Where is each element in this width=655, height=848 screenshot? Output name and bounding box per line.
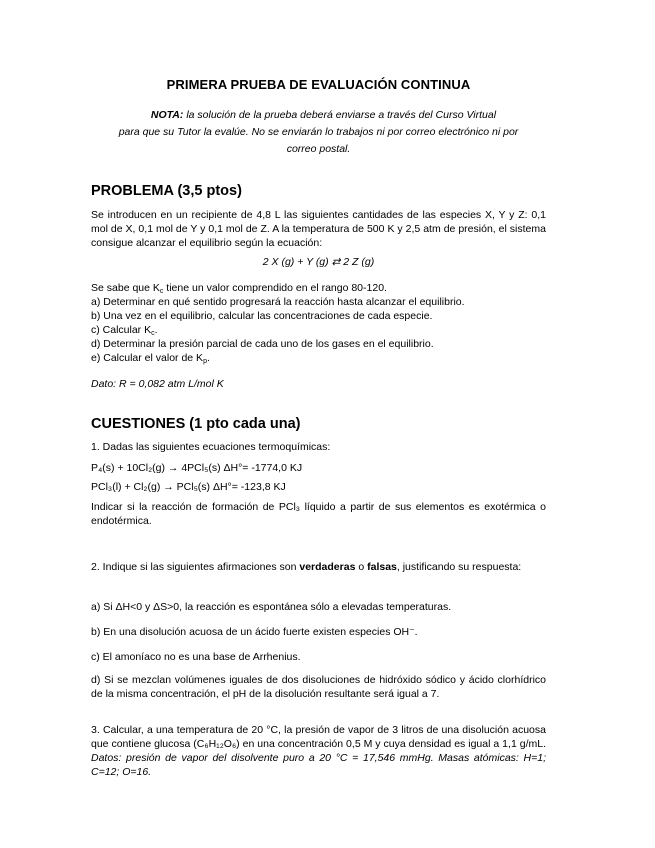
problema-dato: Dato: R = 0,082 atm L/mol K (91, 378, 224, 390)
nota-block (91, 107, 546, 158)
problema-item-e: e) Calcular el valor de $K_p$. (91, 352, 210, 365)
q2-item-a: a) Si ΔH<0 y ΔS>0, la reacción es espontánea sólo a elevadas temperaturas. (91, 601, 452, 613)
problema-heading: PROBLEMA (3,5 ptos) (91, 183, 242, 199)
q2-item-d: d) Si se mezclan volúmenes iguales de dos disoluciones de hidróxido sódico y ácido clorhídrico de la misma concentración, el pH de la disolución resultante será igual a 7. (91, 674, 546, 700)
problema-intro: Se introducen en un recipiente de 4,8 L las siguientes cantidades de las especies X, Y y Z: 0,1 mol de X, 0,1 mol de Y y 0,1 mol de Z. A la temperatura de 500 K y 2,5 atm de presión, el sistema consigue alcanzar el equilibrio según la ecuación: (91, 209, 546, 249)
nota-label: NOTA: (150, 109, 184, 121)
q2-item-c: c) El amoníaco no es una base de Arrhenius. (91, 651, 301, 663)
q1-text: Indicar si la reacción de formación de PCl₃ líquido a partir de sus elementos es exotérmica o endotérmica. (91, 501, 546, 527)
q3-datos: Datos: presión de vapor del disolvente puro a 20 °C = 17,546 mmHg. Masas atómicas: H=1; C=12; O=16. (91, 752, 546, 778)
kc-range-line: Se sabe que $K_c$ tiene un valor comprendido en el rango 80-120. (91, 282, 387, 295)
problema-item-a: a) Determinar en qué sentido progresará la reacción hasta alcanzar el equilibrio. (91, 296, 465, 308)
nota-line-2: para que su Tutor la evalúe. No se enviarán lo trabajos ni por correo electrónico ni por (118, 126, 519, 138)
problema-item-c: c) Calcular $K_c$. (91, 324, 158, 337)
q1-intro: 1. Dadas las siguientes ecuaciones termoquímicas: (91, 441, 331, 453)
q3-text: 3. Calcular, a una temperatura de 20 °C, la presión de vapor de 3 litros de una disolución acuosa que contiene glucosa (C₆H₁₂O₆) en una concentración 0,5 M y cuya densidad es igual a 1,1 g/mL. Datos: presión de vapor del disolvente puro a 20 °C = 17,546 mmHg. Masas atómicas: H=1; C=12; O=16. (91, 724, 546, 778)
q1-equation-1: P₄(s) + 10Cl₂(g) → 4PCl₅(s) ΔH°= -1774,0 KJ (91, 462, 303, 474)
nota-line-1: la solución de la prueba deberá enviarse a través del Curso Virtual (186, 109, 497, 121)
q2-intro: 2. Indique si las siguientes afirmaciones son verdaderas o falsas, justificando su respuesta: (91, 561, 522, 573)
problema-questions (91, 281, 546, 365)
cuestiones-heading: CUESTIONES (1 pto cada una) (91, 416, 301, 432)
q2-item-b: b) En una disolución acuosa de un ácido fuerte existen especies OH⁻. (91, 626, 418, 638)
problema-item-d: d) Determinar la presión parcial de cada uno de los gases en el equilibrio. (91, 338, 434, 350)
problema-equation: 2 X (g) + Y (g) ⇄ 2 Z (g) (262, 256, 375, 268)
page-title: PRIMERA PRUEBA DE EVALUACIÓN CONTINUA (166, 77, 471, 92)
nota-line-3: correo postal. (286, 143, 351, 155)
problema-item-b: b) Una vez en el equilibrio, calcular las concentraciones de cada especie. (91, 310, 433, 322)
q1-equation-2: PCl₃(l) + Cl₂(g) → PCl₅(s) ΔH°= -123,8 KJ (91, 481, 286, 493)
